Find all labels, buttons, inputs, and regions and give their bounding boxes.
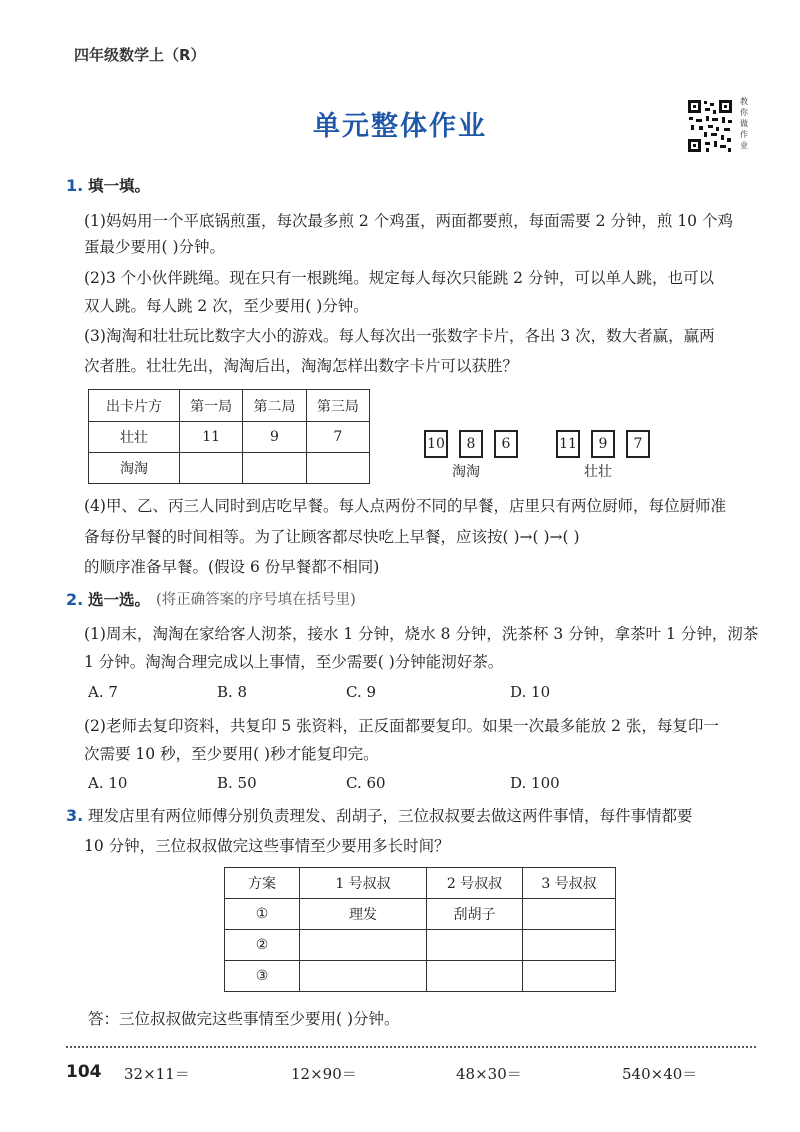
table-header: 第二局	[243, 390, 306, 422]
table-cell: 9	[243, 422, 306, 453]
q2-p1-line1: (1)周末，淘淘在家给客人沏茶，接水 1 分钟，烧水 8 分钟，洗茶杯 3 分钟，拿茶叶 1 分钟，沏茶	[84, 625, 759, 643]
table-header: 第三局	[306, 390, 369, 422]
option-b[interactable]: B. 8	[217, 683, 248, 701]
mental-calc: 540×40＝	[622, 1065, 698, 1083]
q1-p4-line3: 的顺序准备早餐。(假设 6 份早餐都不相同)	[84, 558, 380, 576]
mental-calc: 48×30＝	[456, 1065, 522, 1083]
table-header: 方案	[225, 868, 300, 899]
answer-cell[interactable]	[523, 899, 616, 930]
table-header: 出卡片方	[89, 390, 180, 422]
answer-cell[interactable]	[180, 453, 243, 484]
answer-cell[interactable]	[300, 930, 427, 961]
q2-heading: 选一选。	[88, 591, 151, 609]
option-c[interactable]: C. 9	[346, 683, 377, 701]
table-header: 1 号叔叔	[300, 868, 427, 899]
qr-code-icon	[686, 98, 734, 154]
option-c[interactable]: C. 60	[346, 774, 386, 792]
q1-p1-line1: (1)妈妈用一个平底锅煎蛋，每次最多煎 2 个鸡蛋，两面都要煎，每面需要 2 分钟，煎 10 个鸡	[84, 212, 733, 230]
number-card: 11	[556, 430, 580, 458]
table-cell: 淘淘	[89, 453, 180, 484]
q2-p2-line1: (2)老师去复印资料，共复印 5 张资料，正反面都要复印。如果一次最多能放 2 张，每复印一	[84, 717, 719, 735]
answer-cell[interactable]	[300, 961, 427, 992]
number-card: 7	[626, 430, 650, 458]
table-header: 3 号叔叔	[523, 868, 616, 899]
number-card: 6	[494, 430, 518, 458]
q1-heading: 填一填。	[88, 177, 151, 195]
option-a[interactable]: A. 10	[88, 774, 128, 792]
option-d[interactable]: D. 100	[510, 774, 560, 792]
answer-cell[interactable]	[523, 930, 616, 961]
mental-calc: 12×90＝	[291, 1065, 357, 1083]
q1-p2-line1: (2)3 个小伙伴跳绳。现在只有一根跳绳。规定每人每次只能跳 2 分钟，可以单人跳，也可以	[84, 269, 714, 287]
q2-note: (将正确答案的序号填在括号里)	[156, 592, 356, 608]
number-card: 9	[591, 430, 615, 458]
option-a[interactable]: A. 7	[88, 683, 118, 701]
option-b[interactable]: B. 50	[217, 774, 257, 792]
q1-p4-line1: (4)甲、乙、丙三人同时到店吃早餐。每人点两份不同的早餐，店里只有两位厨师，每位厨师准	[84, 497, 726, 515]
table-cell: 7	[306, 422, 369, 453]
mental-calc: 32×11＝	[124, 1065, 190, 1083]
answer-cell[interactable]	[427, 961, 523, 992]
q1-number: 1.	[66, 176, 84, 195]
option-d[interactable]: D. 10	[510, 683, 551, 701]
q3-number: 3.	[66, 806, 84, 825]
q3-answer: 答：三位叔叔做完这些事情至少要用( )分钟。	[88, 1010, 400, 1028]
number-card: 8	[459, 430, 483, 458]
table-cell: 刮胡子	[427, 899, 523, 930]
table-cell: 11	[180, 422, 243, 453]
q2-p1-line2: 1 分钟。淘淘合理完成以上事情，至少需要( )分钟能沏好茶。	[84, 653, 504, 671]
q1-p2-line2: 双人跳。每人跳 2 次，至少要用( )分钟。	[84, 297, 369, 315]
q1-p4-line2: 备每份早餐的时间相等。为了让顾客都尽快吃上早餐，应该按( )→( )→( )	[84, 528, 580, 546]
footer-divider	[66, 1046, 756, 1048]
scheme-table	[224, 867, 616, 992]
q3-line2: 10 分钟，三位叔叔做完这些事情至少要用多长时间？	[84, 837, 450, 855]
card-game-table	[88, 389, 370, 484]
answer-cell[interactable]	[306, 453, 369, 484]
table-cell: 理发	[300, 899, 427, 930]
q1-p3-line1: (3)淘淘和壮壮玩比数字大小的游戏。每人每次出一张数字卡片，各出 3 次，数大者赢，赢两	[84, 327, 715, 345]
answer-cell[interactable]	[243, 453, 306, 484]
number-card: 10	[424, 430, 448, 458]
table-cell: ①	[225, 899, 300, 930]
answer-cell[interactable]	[523, 961, 616, 992]
cards-label-zhuangzhuang: 壮壮	[584, 464, 612, 480]
table-header: 2 号叔叔	[427, 868, 523, 899]
qr-caption: 教你做作业	[740, 97, 748, 150]
table-cell: 壮壮	[89, 422, 180, 453]
table-cell: ②	[225, 930, 300, 961]
page-number: 104	[66, 1062, 102, 1082]
q2-number: 2.	[66, 590, 84, 609]
q3-line1: 理发店里有两位师傅分别负责理发、刮胡子，三位叔叔要去做这两件事情，每件事情都要	[88, 807, 693, 825]
table-header: 第一局	[180, 390, 243, 422]
q1-p1-line2: 蛋最少要用( )分钟。	[84, 238, 226, 256]
book-header: 四年级数学上（R）	[74, 46, 206, 64]
table-cell: ③	[225, 961, 300, 992]
cards-label-taotao: 淘淘	[452, 464, 480, 480]
page-title: 单元整体作业	[313, 111, 487, 142]
q1-p3-line2: 次者胜。壮壮先出，淘淘后出，淘淘怎样出数字卡片可以获胜？	[84, 357, 519, 375]
answer-cell[interactable]	[427, 930, 523, 961]
q2-p2-line2: 次需要 10 秒，至少要用( )秒才能复印完。	[84, 745, 379, 763]
